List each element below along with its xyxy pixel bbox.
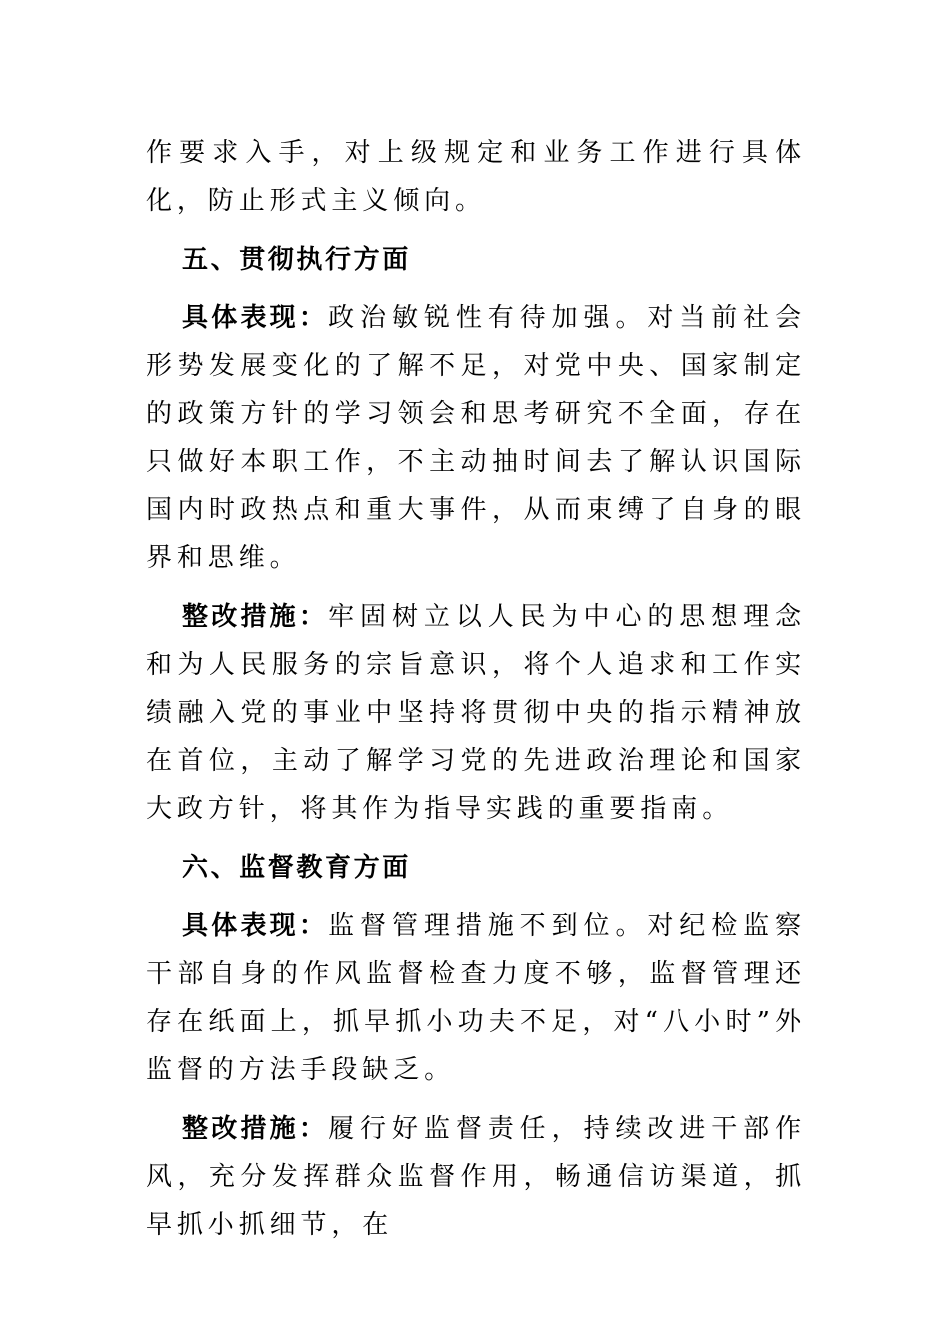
section-five-heading: 五、贯彻执行方面	[182, 245, 411, 275]
document-body	[146, 129, 806, 1249]
measures-label: 整改措施：	[182, 1114, 329, 1144]
measures-label: 整改措施：	[182, 602, 329, 632]
measures-text: 牢固树立以人民为中心的思想理念和为人民服务的宗旨意识，将个人追求和工作实绩融入党的事业中坚持将贯彻中央的指示精神放在首位，主动了解学习党的先进政治理论和国家大政方针，将其作为指导实践的重要指南。	[146, 602, 806, 824]
manifestation-label: 具体表现：	[182, 911, 329, 941]
section-six-heading: 六、监督教育方面	[182, 853, 411, 883]
section-five-measures-paragraph	[146, 593, 806, 833]
manifestation-text: 监督管理措施不到位。对纪检监察干部自身的作风监督检查力度不够，监督管理还存在纸面上，抓早抓小功夫不足，对“八小时”外监督的方法手段缺乏。	[146, 911, 806, 1085]
section-six-measures-paragraph	[146, 1105, 806, 1249]
intro-paragraph: 作要求入手，对上级规定和业务工作进行具体化，防止形式主义倾向。	[146, 138, 806, 216]
measures-text: 履行好监督责任，持续改进干部作风，充分发挥群众监督作用，畅通信访渠道，抓早抓小抓细节，在	[146, 1114, 806, 1240]
section-five-manifestation-paragraph	[146, 294, 806, 582]
section-six-manifestation-paragraph	[146, 902, 806, 1094]
manifestation-text: 政治敏锐性有待加强。对当前社会形势发展变化的了解不足，对党中央、国家制定的政策方针的学习领会和思考研究不全面，存在只做好本职工作，不主动抽时间去了解认识国际国内时政热点和重大事件，从而束缚了自身的眼界和思维。	[146, 303, 806, 573]
manifestation-label: 具体表现：	[182, 303, 329, 333]
